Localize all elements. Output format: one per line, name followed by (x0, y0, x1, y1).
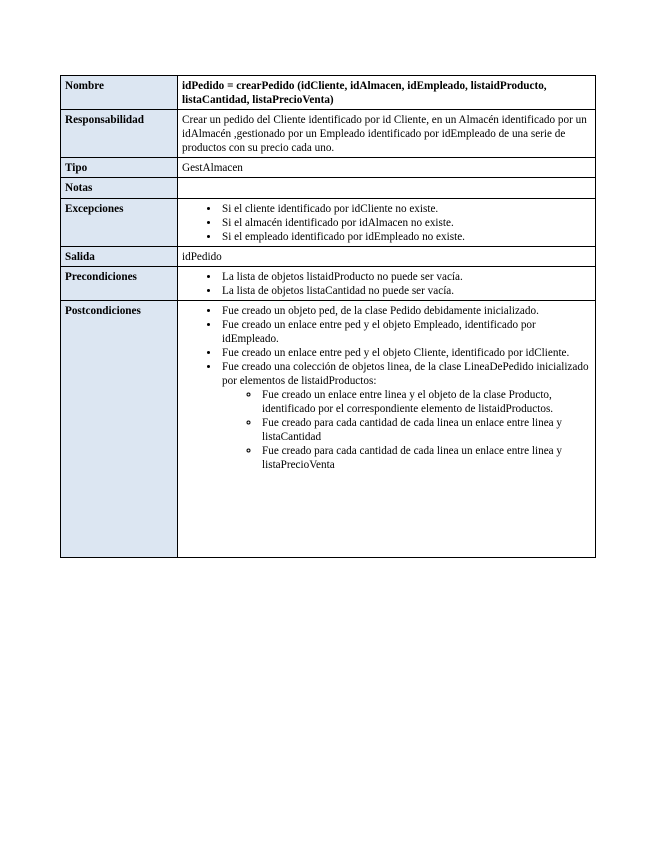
label-excepciones: Excepciones (61, 199, 178, 247)
postcondiciones-sublist (222, 388, 591, 472)
label-precondiciones: Precondiciones (61, 267, 178, 301)
row-responsabilidad (61, 110, 596, 158)
row-excepciones (61, 199, 596, 247)
row-salida (61, 247, 596, 267)
postcondicion-item (220, 360, 591, 472)
precondiciones-list (182, 270, 591, 298)
precondicion-item: • La lista de objetos listaidProducto no puede ser vacía. (220, 270, 591, 284)
precondicion-item: • La lista de objetos listaCantidad no puede ser vacía. (220, 284, 591, 298)
value-postcondiciones (178, 301, 596, 558)
excepcion-item: • Si el almacén identificado por idAlmacen no existe. (220, 216, 591, 230)
label-tipo: Tipo (61, 158, 178, 178)
value-notas (178, 178, 596, 199)
excepcion-item: • Si el cliente identificado por idCliente no existe. (220, 202, 591, 216)
row-notas (61, 178, 596, 199)
row-nombre (61, 76, 596, 110)
label-nombre: Nombre (61, 76, 178, 110)
postcondicion-subitem: ◦ Fue creado para cada cantidad de cada linea un enlace entre linea y listaPrecioVenta (260, 444, 591, 472)
value-excepciones (178, 199, 596, 247)
row-tipo (61, 158, 596, 178)
postcondicion-subitem: ◦ Fue creado un enlace entre linea y el objeto de la clase Producto, identificado por el correspondiente elemento de listaidProductos. (260, 388, 591, 416)
postcondicion-subitem: ◦ Fue creado para cada cantidad de cada linea un enlace entre linea y listaCantidad (260, 416, 591, 444)
label-salida: Salida (61, 247, 178, 267)
excepciones-list (182, 202, 591, 244)
operation-spec-table (60, 75, 596, 558)
label-notas: Notas (61, 178, 178, 199)
excepcion-item: • Si el empleado identificado por idEmpleado no existe. (220, 230, 591, 244)
label-responsabilidad: Responsabilidad (61, 110, 178, 158)
postcondicion-item: • Fue creado un enlace entre ped y el objeto Empleado, identificado por idEmpleado. (220, 318, 591, 346)
postcondicion-item: • Fue creado un enlace entre ped y el objeto Cliente, identificado por idCliente. (220, 346, 591, 360)
postcondicion-item-text: Fue creado una colección de objetos linea, de la clase LineaDePedido inicializado por elementos de listaidProductos: (222, 361, 589, 387)
postcondiciones-list (182, 304, 591, 472)
postcondicion-item: • Fue creado un objeto ped, de la clase Pedido debidamente inicializado. (220, 304, 591, 318)
value-nombre: idPedido = crearPedido (idCliente, idAlmacen, idEmpleado, listaidProducto, listaCantidad, listaPrecioVenta) (178, 76, 596, 110)
value-tipo: GestAlmacen (178, 158, 596, 178)
value-salida: idPedido (178, 247, 596, 267)
value-responsabilidad: Crear un pedido del Cliente identificado por id Cliente, en un Almacén identificado por un idAlmacén ,gestionado por un Empleado identificado por idEmpleado de una serie de productos con su precio cada uno. (178, 110, 596, 158)
label-postcondiciones: Postcondiciones (61, 301, 178, 558)
row-precondiciones (61, 267, 596, 301)
row-postcondiciones (61, 301, 596, 558)
value-precondiciones (178, 267, 596, 301)
